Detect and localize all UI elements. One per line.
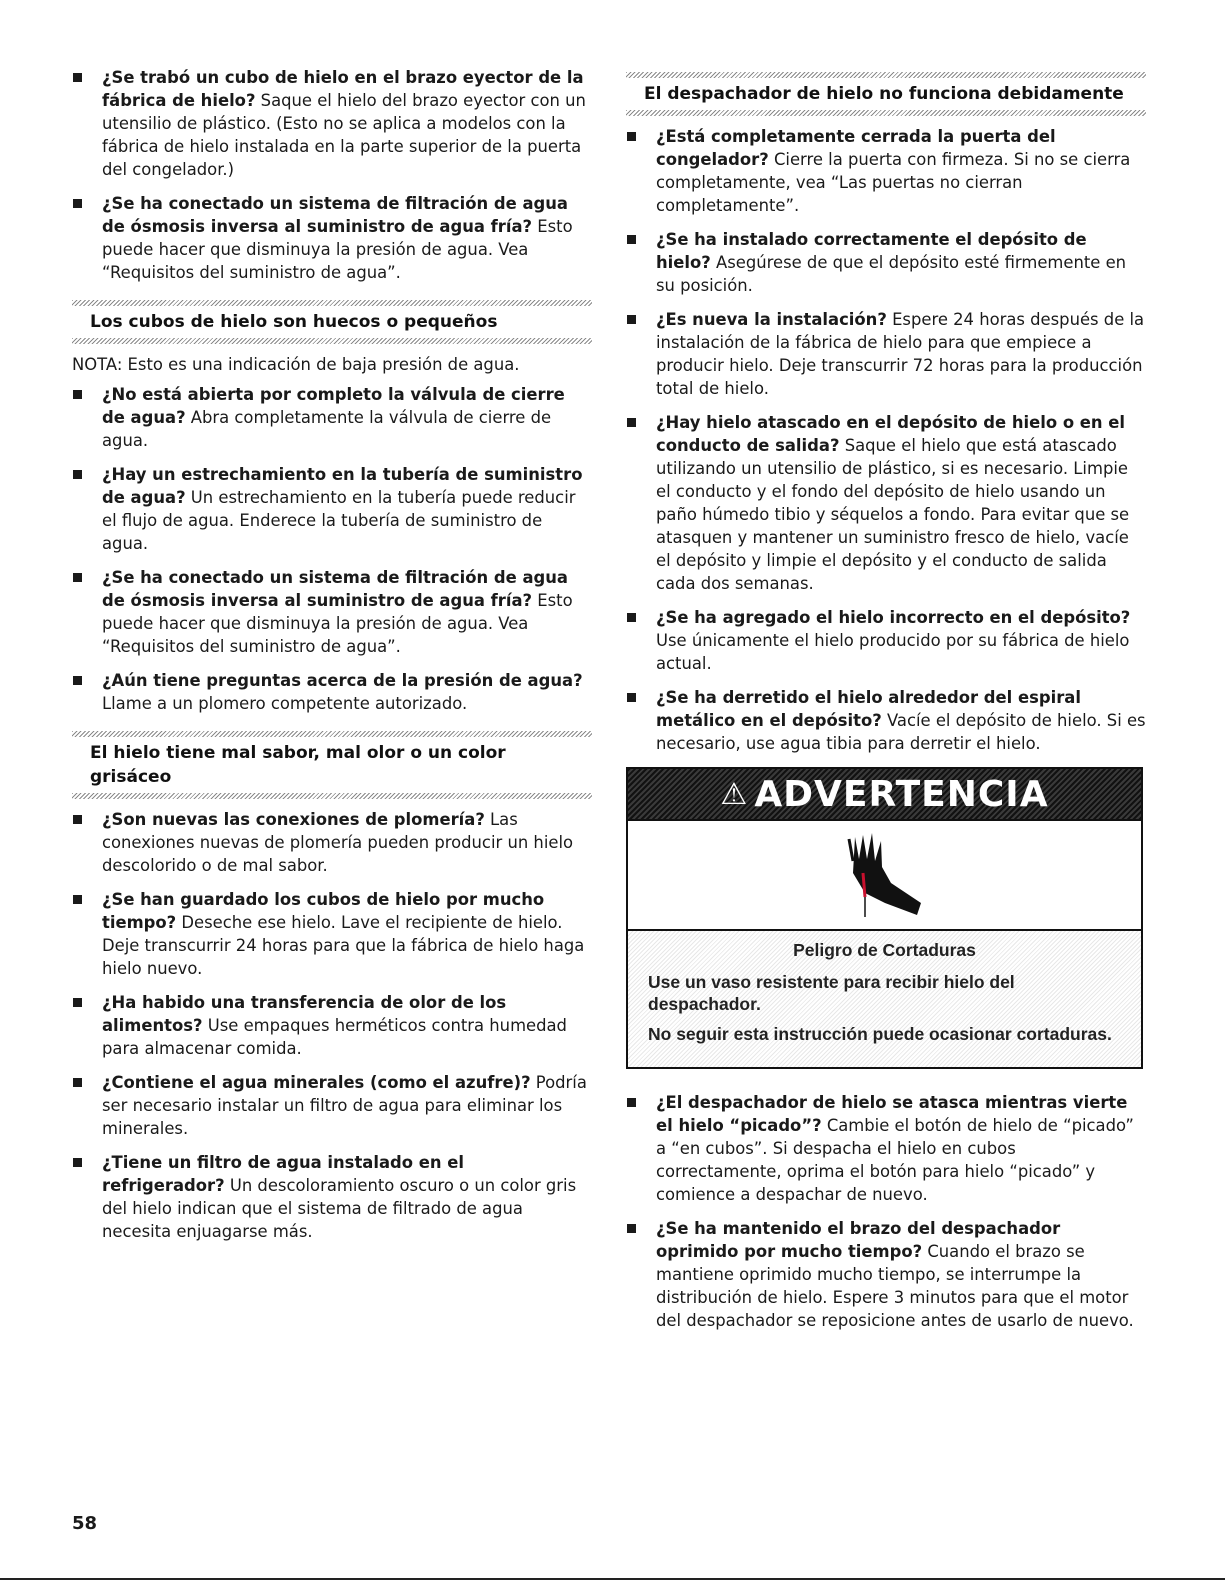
list-item: ¿Hay un estrechamiento en la tubería de suministro de agua? Un estrechamiento en la tubería puede reducir el flujo de agua. Enderece la tubería de suministro de agua. — [72, 463, 592, 555]
hazard-title: Peligro de Cortaduras — [793, 940, 976, 960]
warning-box — [626, 767, 1143, 1069]
bullet-icon — [627, 1098, 636, 1107]
warning-line: No seguir esta instrucción puede ocasionar cortaduras. — [648, 1024, 1112, 1044]
list-item: ¿No está abierta por completo la válvula de cierre de agua? Abra completamente la válvula de cierre de agua. — [72, 383, 592, 452]
list-item: ¿Tiene un filtro de agua instalado en el refrigerador? Un descoloramiento oscuro o un color gris del hielo indican que el sistema de filtrado de agua necesita enjuagarse más. — [72, 1151, 592, 1243]
bullet-icon — [627, 693, 636, 702]
warning-line: Use un vaso resistente para recibir hielo del despachador. — [648, 972, 1015, 1014]
warning-text — [628, 931, 1141, 1067]
bullet-icon — [73, 676, 82, 685]
cut-hand-icon — [835, 827, 935, 923]
bullet-icon — [73, 1158, 82, 1167]
bullet-icon — [627, 418, 636, 427]
warning-image — [628, 819, 1141, 931]
list-item: ¿Son nuevas las conexiones de plomería? Las conexiones nuevas de plomería pueden producir un hielo descolorido o de mal sabor. — [72, 808, 592, 877]
list-item: ¿Se trabó un cubo de hielo en el brazo eyector de la fábrica de hielo? Saque el hielo del brazo eyector con un utensilio de plástico. (Esto no se aplica a modelos con la fábrica de hielo instalada en la parte superior de la puerta del congelador.) — [72, 66, 592, 181]
section-title: Los cubos de hielo son huecos o pequeños — [90, 312, 498, 332]
bullet-icon — [73, 998, 82, 1007]
bullet-icon — [627, 315, 636, 324]
hollow-list — [72, 383, 592, 715]
bullet-icon — [73, 1078, 82, 1087]
bullet-icon — [73, 470, 82, 479]
bullet-icon — [73, 895, 82, 904]
list-item: ¿Se ha agregado el hielo incorrecto en el depósito? Use únicamente el hielo producido por su fábrica de hielo actual. — [626, 606, 1146, 675]
left-column — [72, 66, 592, 1254]
bullet-icon — [73, 573, 82, 582]
hatch-rule — [72, 793, 592, 799]
bullet-icon — [627, 235, 636, 244]
list-item: ¿Se ha derretido el hielo alrededor del espiral metálico en el depósito? Vacíe el depósito de hielo. Si es necesario, use agua tibia para derretir el hielo. — [626, 686, 1146, 755]
list-item: ¿Se ha conectado un sistema de filtración de agua de ósmosis inversa al suministro de agua fría? Esto puede hacer que disminuya la presión de agua. Vea “Requisitos del suministro de agua”. — [72, 192, 592, 284]
taste-list — [72, 808, 592, 1243]
list-item: ¿Se ha mantenido el brazo del despachador oprimido por mucho tiempo? Cuando el brazo se mantiene oprimido mucho tiempo, se interrumpe la distribución de hielo. Espere 3 minutos para que el motor del despachador se reposicione antes de usarlo de nuevo. — [626, 1217, 1146, 1332]
intro-list — [72, 66, 592, 284]
bottom-rule — [0, 1578, 1225, 1580]
section-header-taste — [72, 731, 592, 799]
list-item: ¿Hay hielo atascado en el depósito de hielo o en el conducto de salida? Saque el hielo que está atascado utilizando un utensilio de plástico, si es necesario. Limpie el conducto y el fondo del depósito de hielo usando un paño húmedo tibio y séquelos a fondo. Para evitar que se atasquen y mantener un suministro fresco de hielo, vacíe el depósito y limpie el depósito y el conducto de salida cada dos semanas. — [626, 411, 1146, 595]
warning-banner — [628, 769, 1141, 819]
list-item: ¿Se ha conectado un sistema de filtración de agua de ósmosis inversa al suministro de agua fría? Esto puede hacer que disminuya la presión de agua. Vea “Requisitos del suministro de agua”. — [72, 566, 592, 658]
bullet-icon — [627, 1224, 636, 1233]
note-text: NOTA: Esto es una indicación de baja presión de agua. — [72, 355, 520, 374]
page-number: 58 — [72, 1513, 98, 1534]
dispenser-list — [626, 125, 1146, 755]
list-item: ¿Está completamente cerrada la puerta del congelador? Cierre la puerta con firmeza. Si no se cierra completamente, vea “Las puertas no cierran completamente”. — [626, 125, 1146, 217]
list-item: ¿Aún tiene preguntas acerca de la presión de agua? Llame a un plomero competente autorizado. — [72, 669, 592, 715]
after-warning-list — [626, 1091, 1146, 1332]
list-item: ¿Ha habido una transferencia de olor de los alimentos? Use empaques herméticos contra humedad para almacenar comida. — [72, 991, 592, 1060]
list-item: ¿El despachador de hielo se atasca mientras vierte el hielo “picado”? Cambie el botón de hielo de “picado” a “en cubos”. Si despacha el hielo en cubos correctamente, oprima el botón para hielo “picado” y comience a despachar de nuevo. — [626, 1091, 1146, 1206]
bullet-icon — [73, 199, 82, 208]
warning-triangle-icon: ⚠ — [720, 776, 749, 812]
warning-banner-text: ADVERTENCIA — [754, 773, 1049, 815]
section-title: El despachador de hielo no funciona debidamente — [644, 84, 1124, 104]
bullet-icon — [73, 815, 82, 824]
list-item: ¿Contiene el agua minerales (como el azufre)? Podría ser necesario instalar un filtro de agua para eliminar los minerales. — [72, 1071, 592, 1140]
section-header-dispenser — [626, 72, 1146, 116]
bullet-icon — [627, 613, 636, 622]
bullet-icon — [627, 132, 636, 141]
list-item: ¿Se ha instalado correctamente el depósito de hielo? Asegúrese de que el depósito esté firmemente en su posición. — [626, 228, 1146, 297]
right-column — [626, 66, 1146, 1343]
bullet-icon — [73, 73, 82, 82]
section-header-hollow — [72, 300, 592, 344]
list-item: ¿Es nueva la instalación? Espere 24 horas después de la instalación de la fábrica de hielo para que empiece a producir hielo. Deje transcurrir 72 horas para la producción total de hielo. — [626, 308, 1146, 400]
hatch-rule — [626, 110, 1146, 116]
list-item: ¿Se han guardado los cubos de hielo por mucho tiempo? Deseche ese hielo. Lave el recipiente de hielo. Deje transcurrir 24 horas para que la fábrica de hielo haga hielo nuevo. — [72, 888, 592, 980]
hatch-rule — [72, 338, 592, 344]
bullet-icon — [73, 390, 82, 399]
section-title: El hielo tiene mal sabor, mal olor o un color grisáceo — [90, 743, 506, 787]
